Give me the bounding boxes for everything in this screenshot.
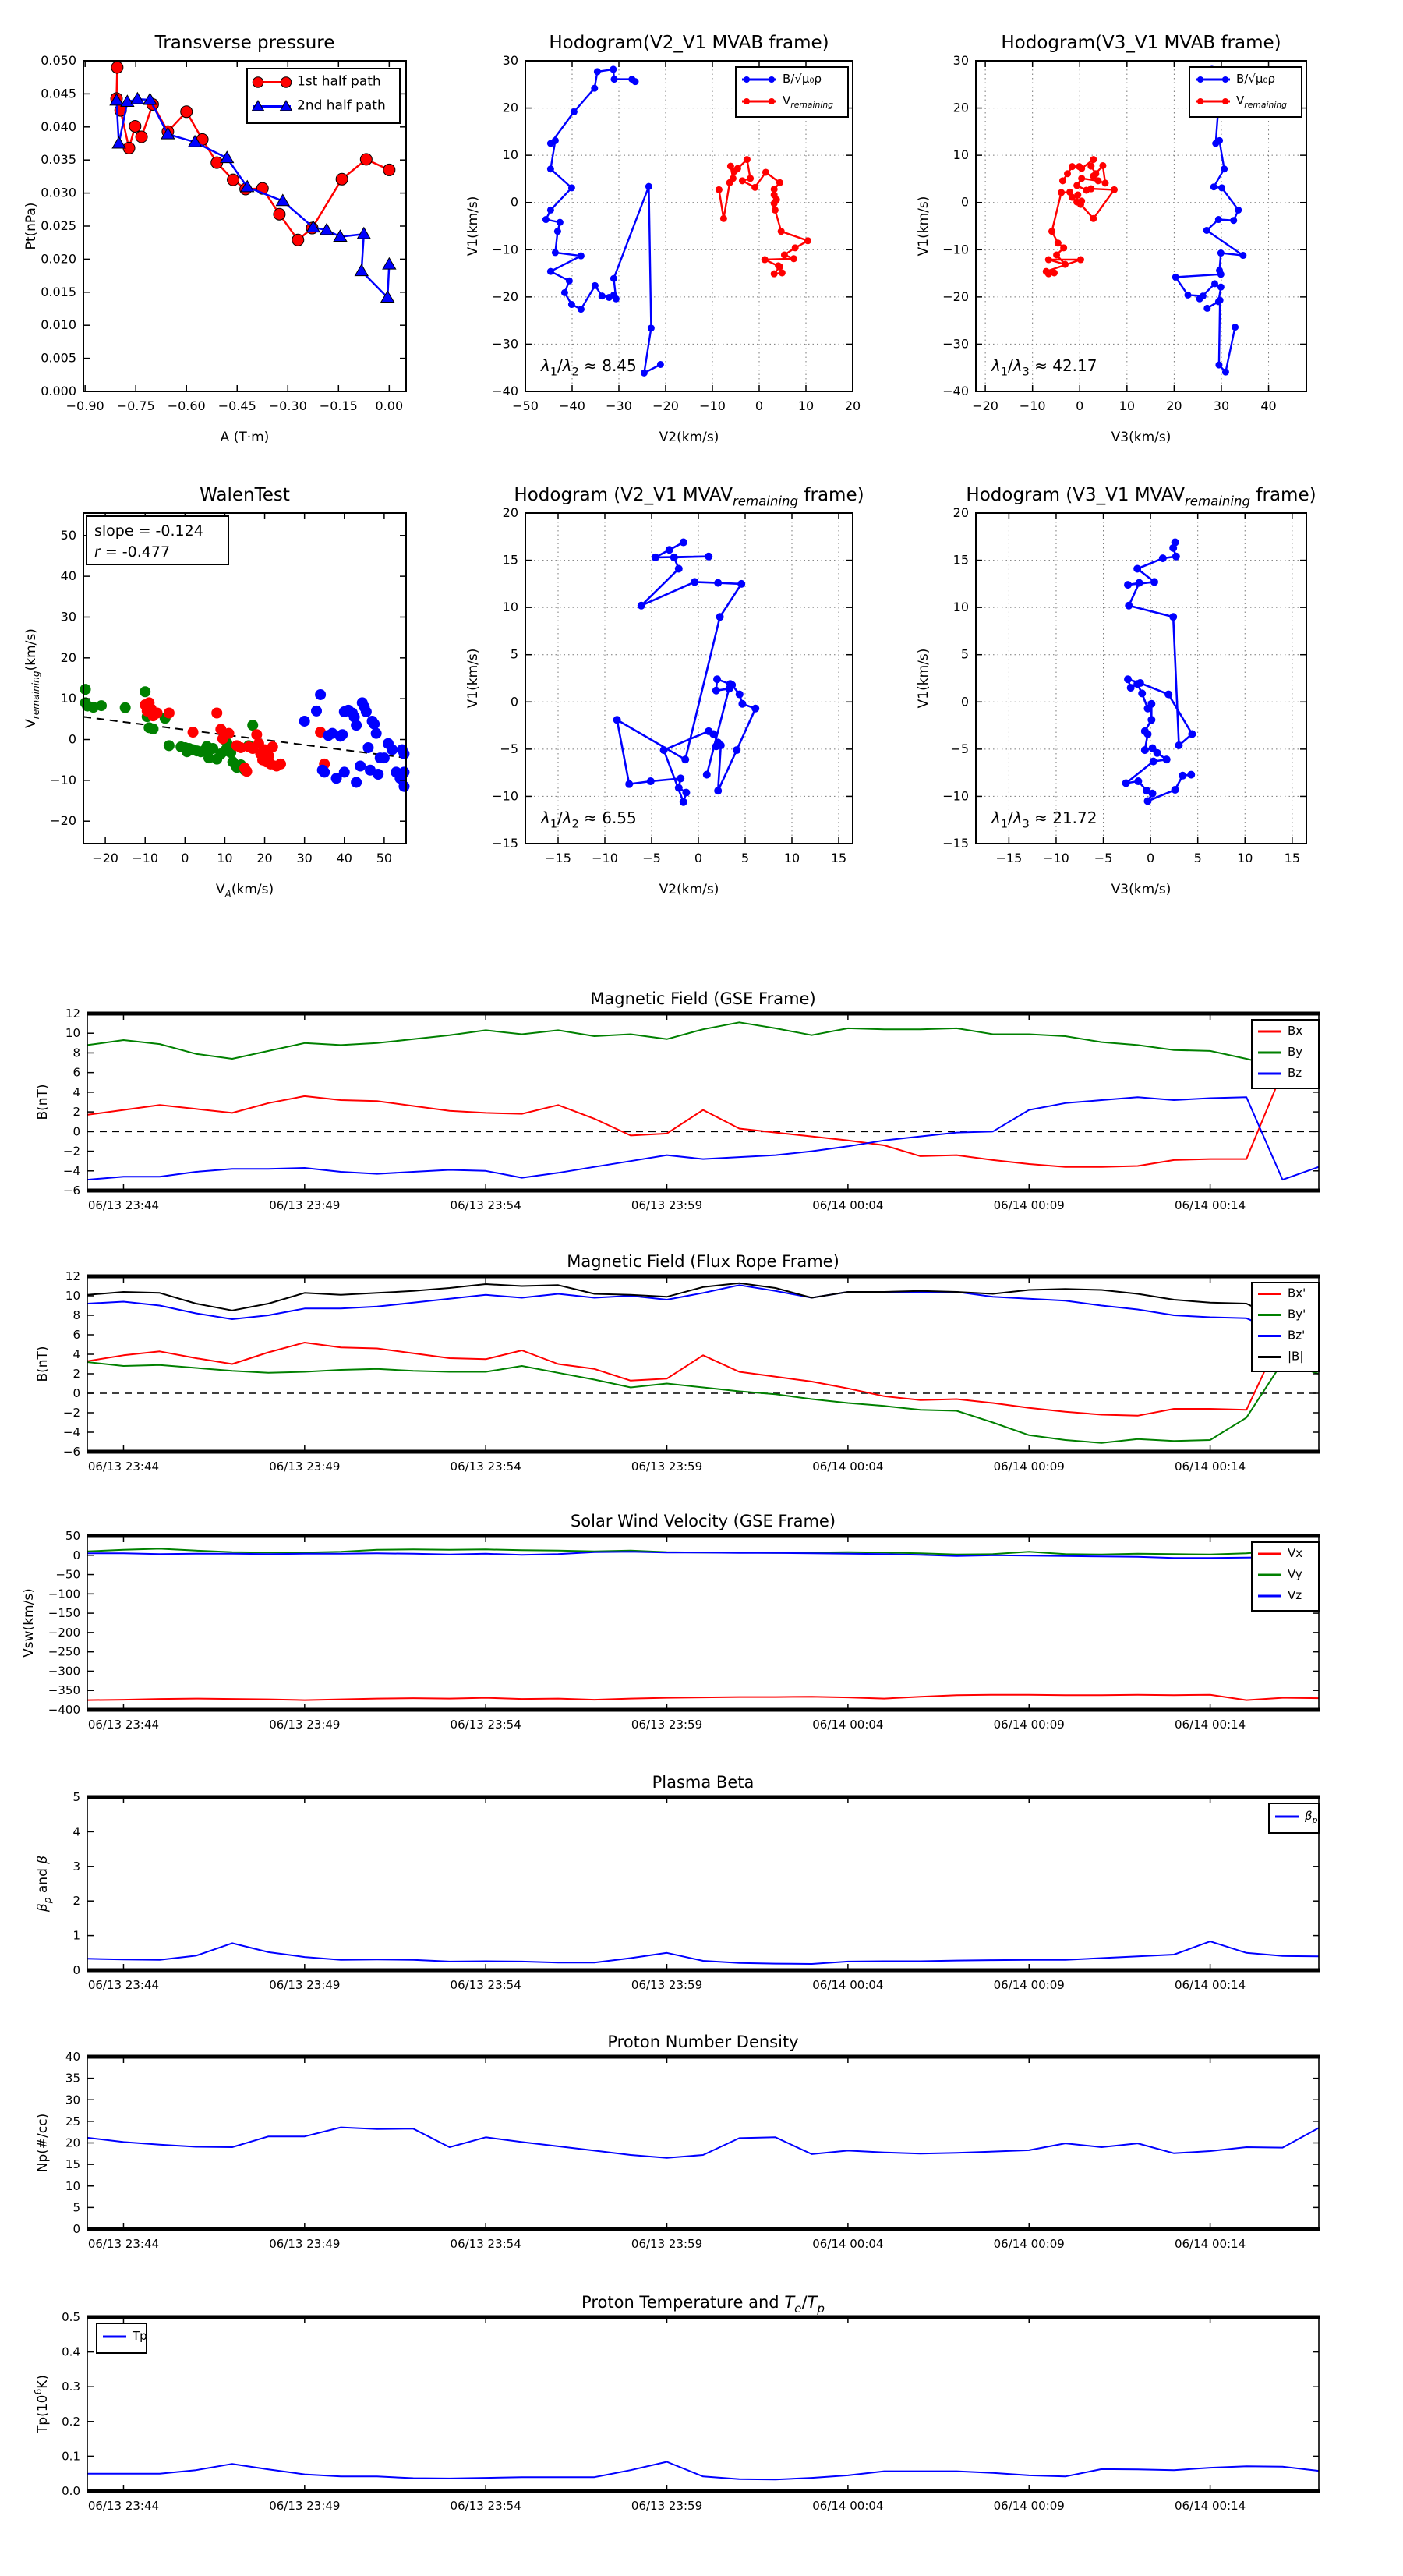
svg-text:06/13 23:59: 06/13 23:59 [631,1198,703,1212]
svg-text:06/13 23:49: 06/13 23:49 [269,2237,341,2251]
svg-text:−15: −15 [942,836,969,851]
svg-text:−6: −6 [62,1445,80,1459]
svg-text:10: 10 [1237,851,1253,865]
svg-text:−20: −20 [972,398,998,413]
svg-text:0: 0 [72,1963,80,1977]
svg-text:−10: −10 [132,851,159,865]
svg-text:0.010: 0.010 [41,317,76,333]
svg-text:2nd half path: 2nd half path [297,97,386,114]
svg-text:Np(#/cc): Np(#/cc) [35,2113,51,2173]
svg-text:−100: −100 [48,1587,80,1601]
svg-text:−20: −20 [492,288,518,304]
svg-text:06/14 00:14: 06/14 00:14 [1174,2237,1246,2251]
svg-text:V3(km/s): V3(km/s) [1111,882,1172,897]
svg-text:V1(km/s): V1(km/s) [916,196,931,257]
svg-text:06/14 00:14: 06/14 00:14 [1174,1460,1246,1474]
svg-text:B/√μ₀ρ: B/√μ₀ρ [1236,72,1275,86]
svg-text:Plasma Beta: Plasma Beta [652,1773,755,1792]
svg-text:Pt(nPa): Pt(nPa) [23,202,39,250]
svg-text:VA(km/s): $V_A(km/s)$ [215,882,274,900]
svg-text:4: 4 [72,1347,80,1361]
svg-text:−10: −10 [592,851,618,865]
svg-text:20: 20 [65,2135,80,2150]
svg-text:06/13 23:49: 06/13 23:49 [269,2499,341,2513]
svg-text:50: 50 [60,527,76,543]
svg-text:−20: −20 [942,288,969,304]
svg-text:−10: −10 [492,242,518,257]
svg-text:10: 10 [783,851,800,865]
svg-text:Bz: Bz [1288,1066,1302,1080]
svg-text:Tp: Tp [133,2329,147,2343]
svg-text:0.040: 0.040 [41,119,76,134]
legend [247,69,400,123]
svg-text:2: 2 [72,1105,80,1120]
svg-text:06/14 00:09: 06/14 00:09 [993,2499,1065,2513]
svg-text:−15: −15 [492,836,518,851]
svg-text:3: 3 [72,1859,80,1874]
svg-text:r = -0.477: r = -0.477 [94,543,171,561]
svg-text:0.0: 0.0 [62,2484,80,2498]
svg-text:−30: −30 [942,336,969,352]
svg-text:Proton Number Density: Proton Number Density [607,2033,799,2051]
svg-text:λ1/λ3 ≈ 21.72: $\lambda_1/\lambda_3 \approx 21.72$ [991,809,1097,831]
svg-text:15: 15 [952,552,969,568]
svg-text:0: 0 [960,694,969,709]
svg-text:Solar Wind Velocity (GSE Frame: Solar Wind Velocity (GSE Frame) [570,1512,836,1530]
svg-text:λ1/λ3 ≈ 42.17: $\lambda_1/\lambda_3 \approx 42.17$ [991,356,1097,379]
svg-text:A (T·m): A (T·m) [220,430,270,445]
svg-text:−350: −350 [48,1683,80,1698]
svg-text:1st half path: 1st half path [297,73,381,90]
svg-text:−50: −50 [55,1567,80,1582]
svg-text:06/14 00:04: 06/14 00:04 [812,2499,884,2513]
svg-text:Bz': Bz' [1288,1328,1306,1343]
svg-text:V2(km/s): V2(km/s) [659,882,719,897]
svg-text:30: 30 [296,851,313,865]
svg-text:0.030: 0.030 [41,185,76,200]
svg-text:10: 10 [502,600,518,615]
svg-text:V2(km/s): V2(km/s) [659,430,719,445]
svg-text:20: 20 [502,505,518,520]
svg-text:8: 8 [72,1308,80,1322]
svg-text:Hodogram (V2_V1 MVAVremaining: Hodogram (V2_V1 $MVAV_{remaining}$ frame) [514,485,864,509]
svg-text:1: 1 [72,1928,80,1943]
svg-text:15: 15 [1284,851,1301,865]
svg-text:06/13 23:54: 06/13 23:54 [450,1718,521,1732]
svg-text:06/13 23:49: 06/13 23:49 [269,1718,341,1732]
svg-text:−5: −5 [950,741,969,756]
svg-text:40: 40 [60,568,76,584]
svg-text:30: 30 [502,53,518,68]
svg-text:0: 0 [510,694,518,709]
svg-text:0.3: 0.3 [62,2380,80,2394]
svg-text:06/14 00:09: 06/14 00:09 [993,1198,1065,1212]
svg-text:10: 10 [952,147,969,163]
svg-text:06/14 00:14: 06/14 00:14 [1174,1978,1246,1992]
svg-text:0.050: 0.050 [41,53,76,68]
svg-text:0: 0 [694,851,703,865]
svg-text:06/13 23:54: 06/13 23:54 [450,2237,521,2251]
svg-text:50: 50 [376,851,393,865]
svg-text:Vremaining: $V_{remaining}$ [783,94,834,111]
legend [1252,1283,1319,1371]
svg-text:15: 15 [830,851,847,865]
svg-text:25: 25 [65,2114,80,2128]
svg-text:0.2: 0.2 [62,2414,80,2429]
svg-text:−4: −4 [62,1425,80,1439]
svg-text:Transverse pressure: Transverse pressure [154,33,335,53]
svg-text:Bx: Bx [1288,1024,1303,1038]
svg-text:06/14 00:09: 06/14 00:09 [993,1718,1065,1732]
svg-text:Vy: Vy [1288,1567,1302,1581]
svg-text:−15: −15 [545,851,571,865]
svg-text:06/13 23:59: 06/13 23:59 [631,1718,703,1732]
svg-text:06/13 23:59: 06/13 23:59 [631,2499,703,2513]
svg-text:βp and β: $\beta_p$ and β [35,1855,53,1913]
svg-text:06/14 00:04: 06/14 00:04 [812,1460,884,1474]
svg-text:40: 40 [65,2050,80,2064]
svg-text:2: 2 [72,1367,80,1381]
svg-text:06/13 23:49: 06/13 23:49 [269,1460,341,1474]
svg-text:20: 20 [502,100,518,115]
svg-text:06/14 00:14: 06/14 00:14 [1174,2499,1246,2513]
svg-text:06/13 23:44: 06/13 23:44 [87,2499,160,2513]
svg-text:06/13 23:59: 06/13 23:59 [631,1460,703,1474]
svg-text:−0.15: −0.15 [319,398,358,413]
svg-text:−400: −400 [48,1703,80,1717]
svg-text:−40: −40 [942,384,969,398]
svg-text:By': By' [1288,1307,1306,1322]
svg-text:8: 8 [72,1046,80,1060]
svg-text:20: 20 [952,100,969,115]
svg-text:0: 0 [72,2222,80,2236]
svg-text:0.015: 0.015 [41,284,76,299]
svg-text:20: 20 [952,505,969,520]
svg-text:06/14 00:04: 06/14 00:04 [812,1978,884,1992]
svg-text:0.020: 0.020 [41,251,76,267]
svg-text:06/14 00:04: 06/14 00:04 [812,1198,884,1212]
svg-text:6: 6 [72,1328,80,1342]
svg-text:−0.30: −0.30 [268,398,307,413]
svg-text:0: 0 [72,1548,80,1562]
svg-text:20: 20 [844,398,861,413]
svg-text:06/14 00:14: 06/14 00:14 [1174,1718,1246,1732]
svg-text:Vz: Vz [1288,1588,1302,1602]
svg-text:−2: −2 [62,1406,80,1420]
legend [736,67,848,117]
svg-text:10: 10 [952,600,969,615]
svg-text:06/14 00:04: 06/14 00:04 [812,1718,884,1732]
svg-text:0: 0 [1076,398,1084,413]
annotation [87,516,228,564]
svg-text:0.1: 0.1 [62,2449,80,2464]
svg-text:10: 10 [65,2178,80,2193]
svg-text:50: 50 [65,1529,80,1543]
svg-text:15: 15 [65,2157,80,2172]
svg-text:Hodogram(V3_V1 MVAB frame): Hodogram(V3_V1 MVAB frame) [1001,33,1281,53]
svg-text:30: 30 [1213,398,1230,413]
svg-text:slope = -0.124: slope = -0.124 [94,522,203,540]
svg-text:λ1/λ2 ≈ 8.45: $\lambda_1/\lambda_2 \approx 8.45$ [541,356,637,379]
svg-text:30: 30 [60,609,76,625]
svg-text:06/13 23:59: 06/13 23:59 [631,1978,703,1992]
svg-text:−5: −5 [500,741,518,756]
svg-text:−0.75: −0.75 [116,398,155,413]
svg-text:−2: −2 [62,1144,80,1159]
svg-text:Proton Temperature and Te/Tp: Proton Temperature and $T_e/T_p$ [581,2293,825,2316]
svg-text:06/14 00:14: 06/14 00:14 [1174,1198,1246,1212]
svg-text:0.025: 0.025 [41,218,76,233]
svg-text:WalenTest: WalenTest [200,485,290,505]
svg-text:0.00: 0.00 [375,398,404,413]
legend [1252,1020,1319,1088]
svg-text:V1(km/s): V1(km/s) [465,196,481,257]
svg-text:30: 30 [952,53,969,68]
svg-text:40: 40 [1260,398,1277,413]
svg-text:|B|: |B| [1288,1349,1304,1364]
legend [97,2323,147,2353]
svg-text:06/13 23:49: 06/13 23:49 [269,1978,341,1992]
svg-text:−30: −30 [492,336,518,352]
svg-text:06/14 00:09: 06/14 00:09 [993,1460,1065,1474]
svg-text:−10: −10 [1019,398,1046,413]
svg-text:20: 20 [256,851,273,865]
svg-text:−5: −5 [642,851,661,865]
svg-text:−20: −20 [652,398,679,413]
svg-text:By: By [1288,1045,1303,1059]
svg-text:−40: −40 [492,384,518,398]
svg-text:λ1/λ2 ≈ 6.55: $\lambda_1/\lambda_2 \approx 6.55$ [541,809,637,831]
svg-text:Bx': Bx' [1288,1286,1306,1300]
svg-text:B(nT): B(nT) [35,1346,51,1382]
svg-text:−10: −10 [50,772,76,787]
svg-text:06/13 23:44: 06/13 23:44 [87,2237,160,2251]
svg-text:V1(km/s): V1(km/s) [465,648,481,709]
svg-text:−10: −10 [942,788,969,804]
svg-text:0: 0 [72,1124,80,1139]
svg-text:−200: −200 [48,1625,80,1640]
svg-text:0: 0 [1147,851,1155,865]
svg-text:0.005: 0.005 [41,350,76,366]
svg-text:−40: −40 [559,398,585,413]
svg-text:10: 10 [65,1026,80,1041]
svg-text:Tp(106K): $Tp(10^6K)$ [33,2375,51,2433]
svg-text:10: 10 [502,147,518,163]
legend [1252,1542,1319,1611]
svg-text:06/13 23:54: 06/13 23:54 [450,1978,521,1992]
svg-text:06/13 23:54: 06/13 23:54 [450,1198,521,1212]
svg-text:06/14 00:09: 06/14 00:09 [993,1978,1065,1992]
svg-text:0: 0 [755,398,764,413]
svg-text:0: 0 [960,194,969,210]
svg-text:Magnetic Field (GSE Frame): Magnetic Field (GSE Frame) [590,989,816,1008]
svg-text:5: 5 [1193,851,1202,865]
svg-text:0: 0 [68,731,76,747]
svg-text:5: 5 [72,2200,80,2215]
svg-text:5: 5 [72,1790,80,1804]
svg-text:B(nT): B(nT) [35,1084,51,1120]
svg-text:20: 20 [60,649,76,665]
svg-text:10: 10 [1119,398,1136,413]
svg-text:Hodogram(V2_V1 MVAB frame): Hodogram(V2_V1 MVAB frame) [549,33,829,53]
svg-text:0: 0 [181,851,189,865]
svg-text:06/13 23:44: 06/13 23:44 [87,1718,160,1732]
svg-text:−10: −10 [699,398,726,413]
svg-text:−150: −150 [48,1606,80,1621]
svg-text:15: 15 [502,552,518,568]
svg-text:6: 6 [72,1065,80,1080]
svg-text:5: 5 [960,646,969,662]
svg-text:Vx: Vx [1288,1546,1303,1560]
svg-text:12: 12 [65,1007,80,1021]
svg-text:Hodogram (V3_V1 MVAVremaining: Hodogram (V3_V1 $MVAV_{remaining}$ frame) [966,485,1316,509]
svg-text:5: 5 [740,851,750,865]
svg-text:4: 4 [72,1824,80,1839]
svg-text:Magnetic Field (Flux Rope Fram: Magnetic Field (Flux Rope Frame) [567,1252,839,1271]
svg-text:V3(km/s): V3(km/s) [1111,430,1172,445]
svg-text:06/13 23:44: 06/13 23:44 [87,1978,160,1992]
svg-text:−20: −20 [50,813,76,829]
svg-text:30: 30 [65,2093,80,2107]
svg-text:06/13 23:54: 06/13 23:54 [450,1460,521,1474]
svg-text:0.5: 0.5 [62,2310,80,2324]
svg-text:20: 20 [1166,398,1182,413]
svg-text:2: 2 [72,1894,80,1909]
svg-text:10: 10 [60,691,76,706]
svg-text:−0.90: −0.90 [65,398,104,413]
svg-text:4: 4 [72,1085,80,1099]
svg-text:βp: $\beta_p$ [1305,1809,1318,1826]
svg-text:10: 10 [797,398,815,413]
svg-text:V1(km/s): V1(km/s) [916,648,931,709]
svg-text:−50: −50 [512,398,539,413]
svg-text:06/13 23:44: 06/13 23:44 [87,1460,160,1474]
svg-text:0.045: 0.045 [41,86,76,101]
svg-text:Vremaining(km/s): $V_{remaining}(km/s)$ [23,628,41,728]
svg-text:−300: −300 [48,1664,80,1679]
svg-text:−4: −4 [62,1163,80,1178]
svg-text:−0.45: −0.45 [217,398,256,413]
svg-text:−20: −20 [92,851,118,865]
svg-text:Vremaining: $V_{remaining}$ [1236,94,1288,111]
legend [1189,67,1302,117]
svg-text:0: 0 [510,194,518,210]
svg-text:06/13 23:44: 06/13 23:44 [87,1198,160,1212]
svg-text:5: 5 [510,646,518,662]
svg-text:0.035: 0.035 [41,152,76,168]
svg-text:12: 12 [65,1269,80,1283]
svg-text:06/13 23:49: 06/13 23:49 [269,1198,341,1212]
svg-text:0.4: 0.4 [62,2344,80,2359]
svg-text:10: 10 [65,1289,80,1303]
svg-text:−15: −15 [995,851,1023,865]
svg-text:40: 40 [336,851,352,865]
svg-text:−10: −10 [942,242,969,257]
svg-text:0.000: 0.000 [41,384,76,398]
svg-text:06/14 00:09: 06/14 00:09 [993,2237,1065,2251]
svg-text:06/14 00:04: 06/14 00:04 [812,2237,884,2251]
svg-text:−10: −10 [492,788,518,804]
svg-text:06/13 23:59: 06/13 23:59 [631,2237,703,2251]
svg-text:B/√μ₀ρ: B/√μ₀ρ [783,72,822,86]
svg-text:0: 0 [72,1386,80,1400]
svg-text:35: 35 [65,2071,80,2086]
svg-text:−30: −30 [606,398,632,413]
svg-text:−5: −5 [1094,851,1113,865]
svg-text:06/13 23:54: 06/13 23:54 [450,2499,521,2513]
svg-text:−6: −6 [62,1184,80,1198]
svg-text:−0.60: −0.60 [167,398,206,413]
svg-text:−10: −10 [1043,851,1069,865]
svg-text:−250: −250 [48,1644,80,1659]
svg-text:Vsw(km/s): Vsw(km/s) [21,1588,37,1658]
svg-text:10: 10 [217,851,233,865]
legend [1269,1803,1319,1833]
